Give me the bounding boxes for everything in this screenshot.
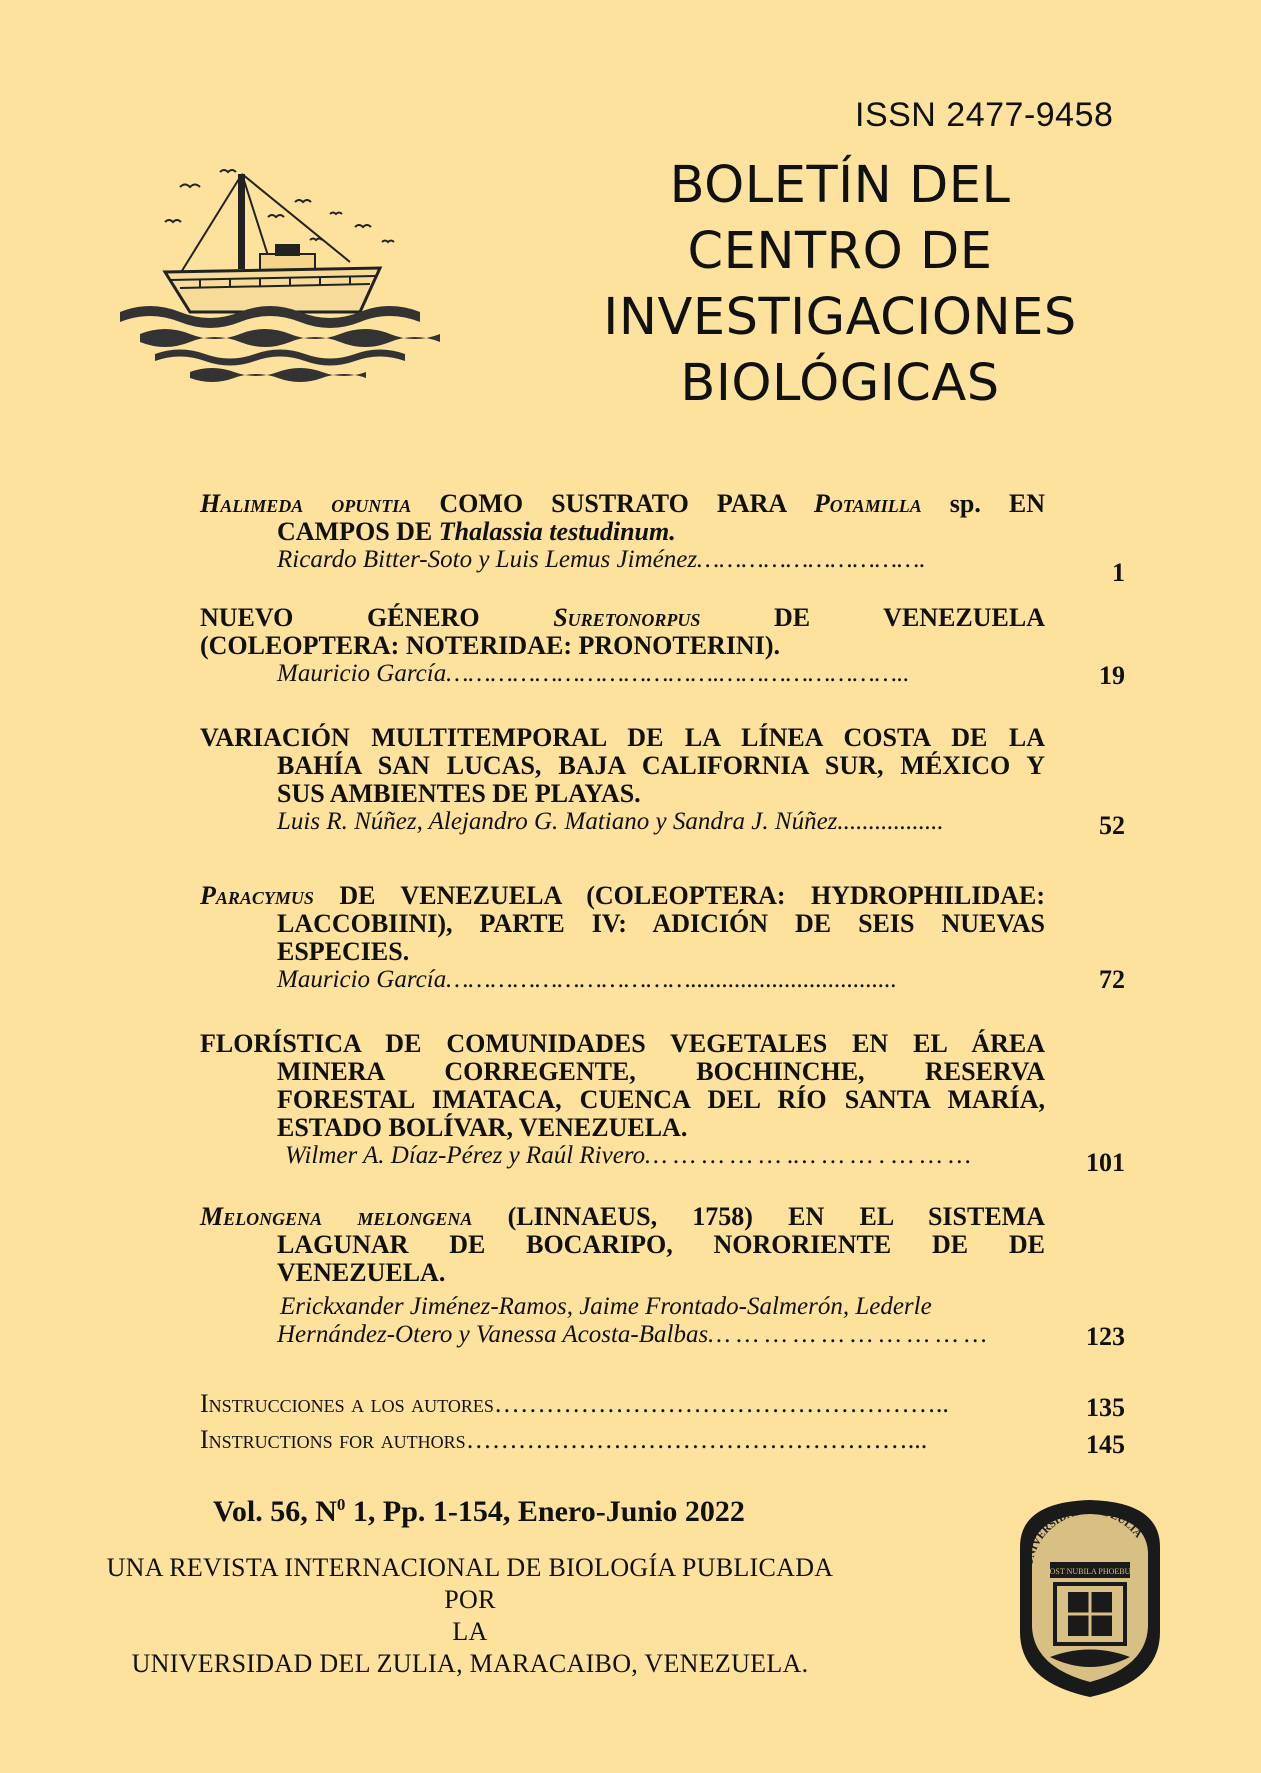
article-title-line: LAGUNAR DE BOCARIPO, NORORIENTE DE DE: [277, 1230, 1045, 1259]
article-title-line: SUS AMBIENTES DE PLAYAS.: [277, 779, 641, 808]
volume-text: 1, Pp. 1-154, Enero-Junio 2022: [345, 1495, 745, 1528]
article-title-line: (COLEOPTERA: NOTERIDAE: PRONOTERINI).: [200, 631, 780, 660]
bird-icon: [295, 200, 311, 202]
journal-title-line: BIOLÓGICAS: [680, 354, 1000, 413]
title-part: (LINNAEUS, 1758) EN EL SISTEMA: [472, 1202, 1046, 1231]
seal-top-text: UNIVERSIDAD DEL ZULIA: [1023, 1504, 1145, 1567]
title-italic-part: Paracymus: [200, 881, 314, 910]
article-title-line: LACCOBIINI), PARTE IV: ADICIÓN DE SEIS NUEVAS: [277, 909, 1045, 938]
instructions-english-link[interactable]: Instructions for authors……………………………………………...: [200, 1425, 928, 1454]
title-italic-part: Thalassia testudinum.: [438, 517, 676, 546]
issn-number: ISSN 2477-9458: [855, 96, 1114, 134]
seal-motto: POST NUBILA PHOEBUS: [1045, 1567, 1135, 1576]
toc-entry[interactable]: [200, 604, 1045, 688]
volume-info: [213, 1495, 745, 1529]
page-number: 19: [1099, 661, 1125, 690]
publisher-line: LA: [452, 1617, 488, 1646]
title-part: sp. EN: [921, 489, 1045, 518]
toc-entry[interactable]: [200, 1203, 1045, 1349]
page-number: 101: [1086, 1148, 1125, 1177]
article-title: [200, 604, 1045, 632]
title-italic-part: Suretonorpus: [553, 603, 701, 632]
article-title-line: VENEZUELA.: [277, 1258, 446, 1287]
article-title-line: [200, 518, 1045, 546]
bird-icon: [355, 225, 371, 227]
bird-icon: [330, 213, 342, 215]
article-title-line: VARIACIÓN MULTITEMPORAL DE LA LÍNEA COSTA DE LA: [200, 723, 1045, 752]
toc-entry[interactable]: [200, 490, 1045, 574]
article-authors: Hernández-Otero y Vanessa Acosta-Balbas… … … … … … … … … …: [277, 1321, 987, 1348]
article-title: [200, 1203, 1045, 1231]
title-part: NUEVO GÉNERO: [200, 603, 554, 632]
title-part: DE VENEZUELA: [700, 603, 1045, 632]
publisher-line: UNA REVISTA INTERNACIONAL DE BIOLOGÍA PUBLICADA POR: [106, 1553, 834, 1614]
article-authors: Ricardo Bitter-Soto y Luis Lemus Jiménez………………………….: [277, 546, 926, 573]
title-italic-part: Potamilla: [813, 489, 922, 518]
article-title: [200, 882, 1045, 910]
bird-icon: [220, 170, 236, 172]
title-part: COMO SUSTRATO PARA: [411, 489, 814, 518]
article-authors: Luis R. Núñez, Alejandro G. Matiano y Sandra J. Núñez.................: [277, 808, 944, 835]
article-authors: Wilmer A. Díaz-Pérez y Raúl Rivero… … … … … .… … … . … … …: [285, 1142, 971, 1169]
page-number: 1: [1112, 558, 1125, 587]
title-italic-part: Melongena melongena: [200, 1202, 473, 1231]
bird-icon: [382, 241, 394, 243]
instructions-spanish-link[interactable]: Instrucciones a los autores……………………………………………..: [200, 1389, 949, 1418]
page-number: 52: [1099, 811, 1125, 840]
title-italic-part: Halimeda opuntia: [200, 489, 412, 518]
journal-title-line: INVESTIGACIONES: [603, 288, 1077, 347]
title-part: CAMPOS DE: [277, 517, 439, 546]
boat-illustration: [120, 162, 480, 392]
article-title-line: FORESTAL IMATACA, CUENCA DEL RÍO SANTA MARÍA,: [277, 1085, 1045, 1114]
bird-icon: [165, 220, 181, 222]
article-title: [200, 490, 1045, 518]
journal-title-line: CENTRO DE: [687, 222, 993, 281]
article-authors: Mauricio García…………………………….................................: [277, 966, 897, 993]
article-authors: Mauricio García……………………………….……………………..: [277, 660, 910, 687]
article-title-line: MINERA CORREGENTE, BOCHINCHE, RESERVA: [277, 1057, 1045, 1086]
title-part: DE VENEZUELA (COLEOPTERA: HYDROPHILIDAE:: [313, 881, 1045, 910]
volume-superscript: 0: [336, 1495, 346, 1514]
article-authors: Erickxander Jiménez-Ramos, Jaime Frontado-Salmerón, Lederle: [280, 1293, 932, 1320]
page-number: 145: [1086, 1430, 1125, 1459]
bird-icon: [180, 185, 200, 188]
publisher-line: UNIVERSIDAD DEL ZULIA, MARACAIBO, VENEZUELA.: [131, 1649, 809, 1678]
journal-title: [560, 153, 1120, 417]
page-number: 135: [1086, 1393, 1125, 1422]
publisher-statement: [90, 1552, 850, 1680]
article-title-line: ESPECIES.: [277, 937, 410, 966]
volume-text: Vol. 56, N: [213, 1495, 337, 1528]
page-number: 72: [1099, 965, 1125, 994]
bird-icon: [268, 215, 284, 217]
toc-entry[interactable]: [200, 882, 1045, 994]
article-title-line: ESTADO BOLÍVAR, VENEZUELA.: [277, 1113, 688, 1142]
university-seal-logo: [1010, 1492, 1170, 1702]
article-title-line: FLORÍSTICA DE COMUNIDADES VEGETALES EN EL ÁREA: [200, 1029, 1045, 1058]
journal-title-line: BOLETÍN DEL: [669, 156, 1011, 215]
page-number: 123: [1086, 1322, 1125, 1351]
toc-entry[interactable]: [200, 1030, 1045, 1170]
article-title-line: BAHÍA SAN LUCAS, BAJA CALIFORNIA SUR, MÉXICO Y: [277, 751, 1045, 780]
toc-entry[interactable]: [200, 724, 1045, 836]
